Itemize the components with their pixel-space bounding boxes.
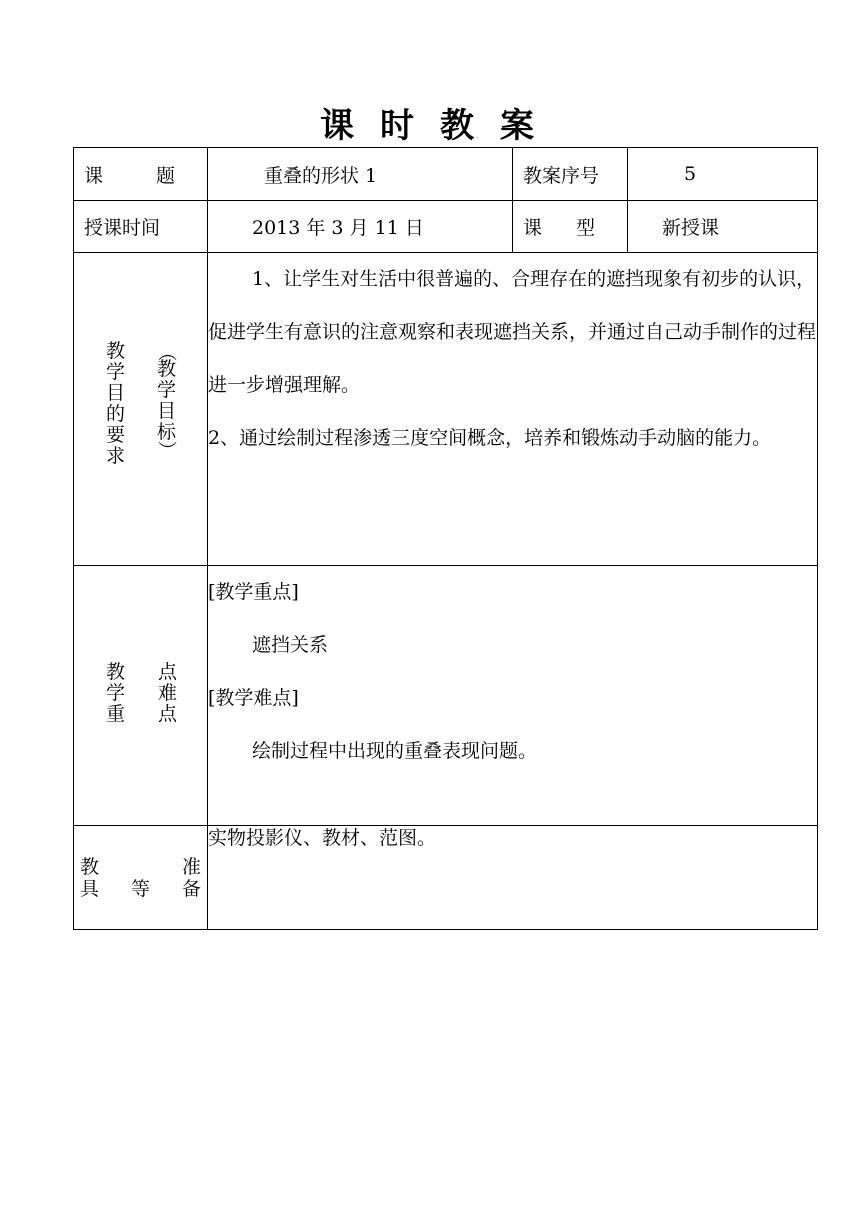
time-value: 2013 年 3 月 11 日 bbox=[208, 201, 513, 253]
equipment-content: 实物投影仪、教材、范图。 bbox=[208, 826, 818, 930]
page-title bbox=[0, 98, 860, 147]
table-row bbox=[74, 826, 818, 930]
time-label: 授课时间 bbox=[74, 201, 208, 253]
objective-item: 1、让学生对生活中很普遍的、合理存在的遮挡现象有初步的认识，促进学生有意识的注意观察和表现遮挡关系，并通过自己动手制作的过程进一步增强理解。 bbox=[208, 268, 817, 396]
lesson-plan-table bbox=[73, 147, 818, 930]
table-row bbox=[74, 201, 818, 253]
topic-value: 重叠的形状 1 bbox=[208, 148, 513, 201]
equipment-label: 教 准 具 等 备 bbox=[74, 826, 208, 930]
title-char: 案 bbox=[500, 106, 540, 146]
difficult-heading: [教学难点] bbox=[208, 687, 299, 709]
objective-item: 2、通过绘制过程渗透三度空间概念，培养和锻炼动手动脑的能力。 bbox=[208, 427, 772, 449]
title-char: 时 bbox=[380, 106, 420, 146]
key-text: 遮挡关系 bbox=[252, 634, 329, 656]
type-label: 课 型 bbox=[513, 201, 628, 253]
key-points-label: 教 学 重 点 难 点 bbox=[74, 566, 208, 826]
objectives-content bbox=[208, 253, 818, 566]
title-char: 课 bbox=[320, 106, 360, 146]
title-char: 教 bbox=[440, 106, 480, 146]
topic-label: 课 题 bbox=[74, 148, 208, 201]
table-row bbox=[74, 253, 818, 566]
seq-label: 教案序号 bbox=[513, 148, 628, 201]
key-points-content bbox=[208, 566, 818, 826]
seq-value: 5 bbox=[628, 148, 818, 201]
type-value: 新授课 bbox=[628, 201, 818, 253]
objectives-label: 教 学 目 的 要 求 （ 教 学 目 标 ） bbox=[74, 253, 208, 566]
table-row bbox=[74, 148, 818, 201]
table-row bbox=[74, 566, 818, 826]
difficult-text: 绘制过程中出现的重叠表现问题。 bbox=[252, 740, 538, 762]
key-heading: [教学重点] bbox=[208, 581, 299, 603]
